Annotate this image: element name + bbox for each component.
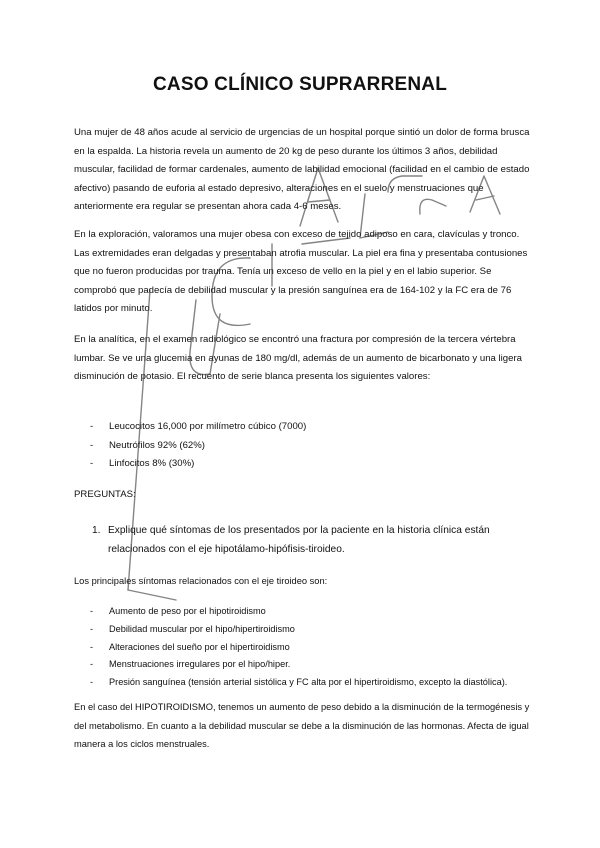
- lab-values-list: [90, 418, 306, 474]
- analysis-paragraph: En la analítica, en el examen radiológico se encontró una fractura por compresión de la tercera vértebra lumbar. Se ve una glucemia en ayunas de 180 mg/dl, además de un aumento de bicarbonato y una ligera disminución de potasio. El recuento de serie blanca presenta los siguientes valores:: [74, 334, 523, 383]
- list-item: - Neutrófilos 92% (62%): [90, 437, 306, 456]
- exploration-paragraph: En la exploración, valoramos una mujer obesa con exceso de tejido adiposo en cara, clavículas y tronco. Las extremidades eran delgadas y presentaban atrofia muscular. La piel era fina y presentaba contusiones que no fueron producidas por trauma. Tenía un exceso de vello en la piel y en el labio superior. Se comprobó que padecía de debilidad muscular y la presión sanguínea era de 164-102 y la FC era de 76 latidos por minuto.: [74, 229, 528, 315]
- page-title: CASO CLÍNICO SUPRARRENAL: [152, 74, 448, 95]
- question-number: 1.: [92, 525, 101, 536]
- list-item: - Debilidad muscular por el hipo/hipertiroidismo: [90, 621, 507, 639]
- symptoms-list: [90, 603, 507, 692]
- case-history-paragraph: Una mujer de 48 años acude al servicio de urgencias de un hospital porque sintió un dolor de forma brusca en la espalda. La historia revela un aumento de 20 kg de peso durante los últimos 3 años, debilidad muscular, facilidad de formar cardenales, aumento de labilidad emocional (facilidad en el cambio de estado afectivo) pasando de euforia al estado depresivo, alteraciones en el suelo y menstruaciones que anteriormente era regular se presentan ahora cada 4-6 meses.: [74, 127, 530, 213]
- question-text: Explique qué síntomas de los presentados por la paciente en la historia clínica están relacionados con el eje hipotálamo-hipófisis-tiroideo.: [108, 525, 490, 555]
- list-item: - Linfocitos 8% (30%): [90, 455, 306, 474]
- questions-heading: PREGUNTAS:: [74, 489, 136, 500]
- list-item: - Presión sanguínea (tensión arterial sistólica y FC alta por el hipertiroidismo, excepto la diastólica).: [90, 674, 507, 692]
- list-item: - Leucocitos 16,000 por milímetro cúbico (7000): [90, 418, 306, 437]
- list-item: - Menstruaciones irregulares por el hipo/hiper.: [90, 656, 507, 674]
- answer-intro: Los principales síntomas relacionados con el eje tiroideo son:: [74, 576, 328, 586]
- question-1: [92, 521, 542, 559]
- list-item: - Aumento de peso por el hipotiroidismo: [90, 603, 507, 621]
- list-item: - Alteraciones del sueño por el hipertiroidismo: [90, 639, 507, 657]
- closing-paragraph: En el caso del HIPOTIROIDISMO, tenemos un aumento de peso debido a la disminución de la termogénesis y del metabolismo. En cuanto a la debilidad muscular se debe a la disminución de las hormonas. Afecta de igual manera a los ciclos menstruales.: [74, 702, 530, 750]
